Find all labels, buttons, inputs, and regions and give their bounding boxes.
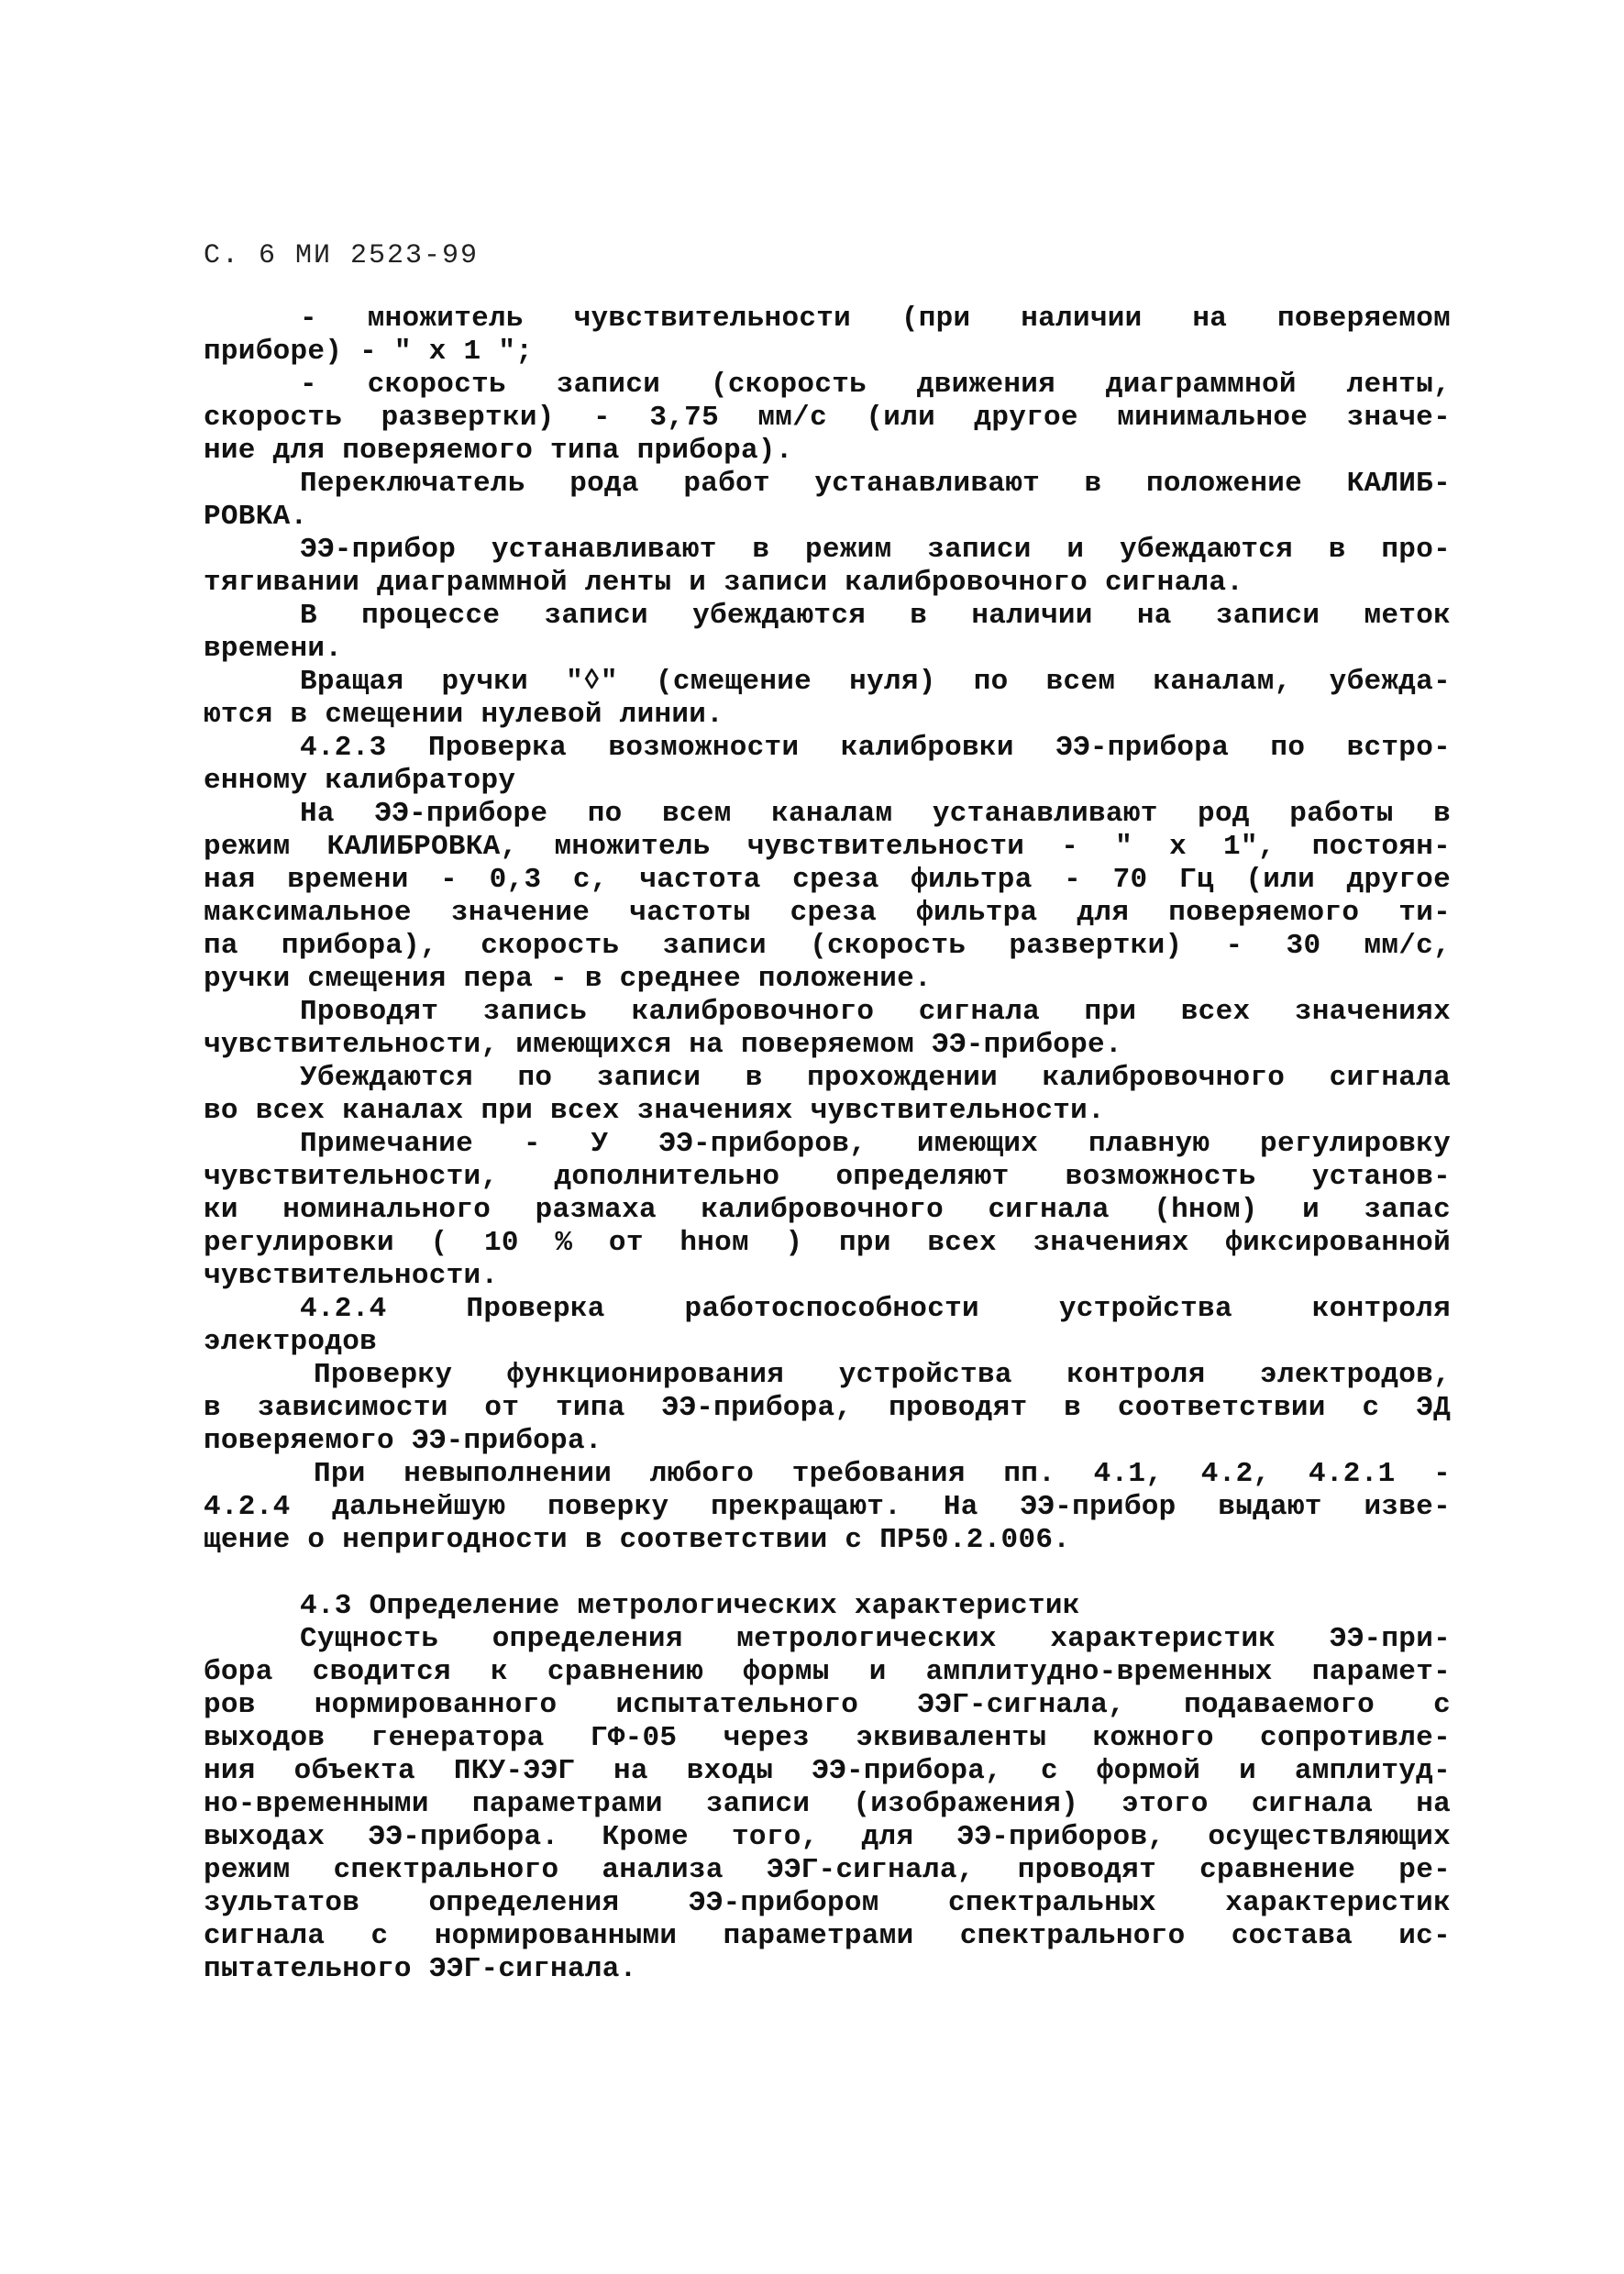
text-line: чувствительности.	[204, 1260, 499, 1292]
text-line: ки номинального размаха калибровочного сигнала (hном) и запас	[204, 1194, 1451, 1226]
text-line: 4.3 Определение метрологических характеристик	[300, 1590, 1080, 1622]
text-line: поверяемого ЭЭ-прибора.	[204, 1425, 602, 1457]
text-line: 4.2.4 дальнейшую поверку прекращают. На ЭЭ-прибор выдают изве-	[204, 1491, 1451, 1523]
text-line: чувствительности, дополнительно определяют возможность установ-	[204, 1161, 1451, 1193]
text-line: Переключатель рода работ устанавливают в положение КАЛИБ-	[300, 468, 1451, 500]
text-line: Примечание - У ЭЭ-приборов, имеющих плавную регулировку	[300, 1128, 1451, 1160]
text-line: приборе) - " х 1 ";	[204, 336, 534, 368]
text-line: ная времени - 0,3 с, частота среза фильтра - 70 Гц (или другое	[204, 864, 1451, 896]
text-line: па прибора), скорость записи (скорость развертки) - 30 мм/с,	[204, 930, 1451, 962]
page-header: С. 6 МИ 2523-99	[204, 240, 480, 271]
text-line: 4.2.4 Проверка работоспособности устройства контроля	[300, 1293, 1451, 1325]
text-line: тягивании диаграммной ленты и записи калибровочного сигнала.	[204, 567, 1244, 599]
text-line: регулировки ( 10 % от hном ) при всех значениях фиксированной	[204, 1227, 1451, 1259]
text-line: выходов генератора ГФ-05 через эквиваленты кожного сопротивле-	[204, 1722, 1451, 1754]
text-line: - скорость записи (скорость движения диаграммной ленты,	[300, 369, 1451, 401]
text-line: но-временными параметрами записи (изображения) этого сигнала на	[204, 1788, 1451, 1820]
text-line: щение о непригодности в соответствии с ПР50.2.006.	[204, 1524, 1071, 1556]
blank-line	[204, 1557, 1451, 1590]
text-line: времени.	[204, 633, 343, 665]
text-line: ния объекта ПКУ-ЭЭГ на входы ЭЭ-прибора, с формой и амплитуд-	[204, 1755, 1451, 1787]
text-line: ручки смещения пера - в среднее положение.	[204, 963, 932, 995]
text-line: ЭЭ-прибор устанавливают в режим записи и убеждаются в про-	[300, 534, 1451, 566]
text-line: в зависимости от типа ЭЭ-прибора, проводят в соответствии с ЭД	[204, 1392, 1451, 1424]
text-line: На ЭЭ-приборе по всем каналам устанавливают род работы в	[300, 798, 1451, 830]
text-line: Проверку функционирования устройства контроля электродов,	[314, 1359, 1451, 1391]
text-line: режим спектрального анализа ЭЭГ-сигнала, проводят сравнение ре-	[204, 1854, 1451, 1886]
text-line: чувствительности, имеющихся на поверяемом ЭЭ-приборе.	[204, 1029, 1122, 1061]
text-line: максимальное значение частоты среза фильтра для поверяемого ти-	[204, 897, 1451, 929]
text-line: ние для поверяемого типа прибора).	[204, 435, 793, 467]
text-line: 4.2.3 Проверка возможности калибровки ЭЭ-прибора по встро-	[300, 732, 1451, 764]
text-line: бора сводится к сравнению формы и амплитудно-временных парамет-	[204, 1656, 1451, 1688]
text-line: Вращая ручки "◊" (смещение нуля) по всем каналам, убежда-	[300, 666, 1451, 698]
document-body	[204, 303, 1451, 1986]
text-line: РОВКА.	[204, 501, 308, 533]
text-line: Убеждаются по записи в прохождении калибровочного сигнала	[300, 1062, 1451, 1094]
text-line: сигнала с нормированными параметрами спектрального состава ис-	[204, 1920, 1451, 1952]
text-line: Проводят запись калибровочного сигнала при всех значениях	[300, 996, 1451, 1028]
text-line: При невыполнении любого требования пп. 4.1, 4.2, 4.2.1 -	[314, 1458, 1451, 1490]
text-line: выходах ЭЭ-прибора. Кроме того, для ЭЭ-приборов, осуществляющих	[204, 1821, 1451, 1853]
text-line: электродов	[204, 1326, 378, 1358]
text-line: во всех каналах при всех значениях чувствительности.	[204, 1095, 1105, 1127]
text-line: В процессе записи убеждаются в наличии на записи меток	[300, 600, 1451, 632]
text-line: ются в смещении нулевой линии.	[204, 699, 724, 731]
text-line: зультатов определения ЭЭ-прибором спектральных характеристик	[204, 1887, 1451, 1919]
text-line: скорость развертки) - 3,75 мм/с (или другое минимальное значе-	[204, 402, 1451, 434]
text-line: Сущность определения метрологических характеристик ЭЭ-при-	[300, 1623, 1451, 1655]
text-line: - множитель чувствительности (при наличии на поверяемом	[300, 303, 1451, 335]
text-line: енному калибратору	[204, 765, 516, 797]
text-line: пытательного ЭЭГ-сигнала.	[204, 1953, 637, 1985]
text-line: режим КАЛИБРОВКА, множитель чувствительности - " х 1", постоян-	[204, 831, 1451, 863]
text-line: ров нормированного испытательного ЭЭГ-сигнала, подаваемого с	[204, 1689, 1451, 1721]
